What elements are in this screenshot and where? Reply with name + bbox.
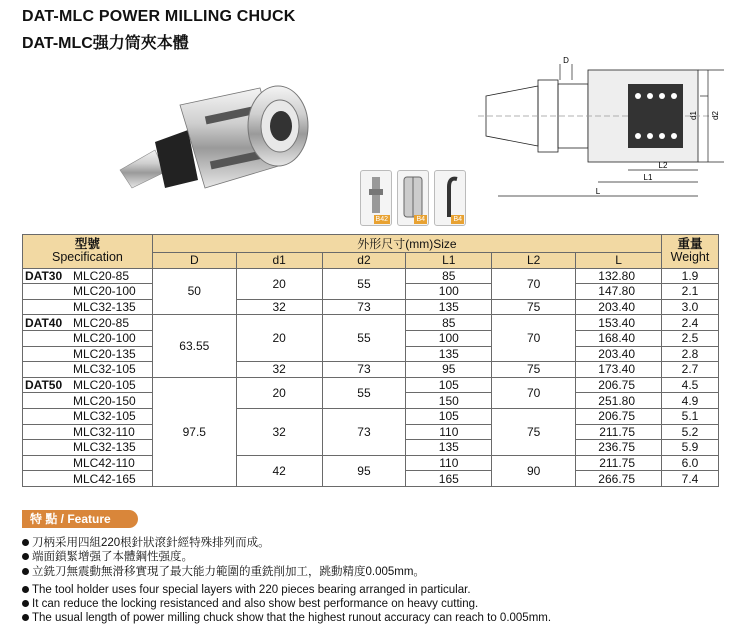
cell-l2: 70 [492, 315, 576, 362]
cell-model [23, 377, 153, 393]
col-d2: d2 [322, 253, 406, 269]
cell-d2: 73 [322, 299, 406, 315]
feature-text: 端面鎖緊增强了本體鋼性强度。 [32, 551, 193, 563]
model-name: MLC20-150 [73, 393, 136, 408]
feature-line [22, 565, 425, 579]
col-d: D [152, 253, 236, 269]
spec-table-body [23, 268, 719, 486]
cell-model [23, 424, 153, 440]
cell-weight: 6.0 [662, 455, 719, 471]
cell-l2: 70 [492, 377, 576, 408]
table-row [23, 315, 719, 331]
cell-l: 206.75 [576, 377, 662, 393]
cell-d2: 55 [322, 268, 406, 299]
bullet-icon [22, 614, 29, 621]
cell-weight: 1.9 [662, 268, 719, 284]
cell-model [23, 299, 153, 315]
cell-model [23, 408, 153, 424]
accessory-hook-wrench [434, 170, 466, 226]
cell-d2: 73 [322, 408, 406, 455]
cell-l: 211.75 [576, 424, 662, 440]
cell-l1: 110 [406, 455, 492, 471]
cell-d2: 95 [322, 455, 406, 486]
cell-l1: 85 [406, 268, 492, 284]
label-d: D [563, 56, 569, 65]
label-d1: d1 [689, 111, 698, 120]
cell-model [23, 393, 153, 409]
cell-d1: 20 [236, 268, 322, 299]
cell-d1: 32 [236, 299, 322, 315]
feature-text: 立銑刀無震動無滑移實現了最大能力範圍的重銑削加工，跳動精度0.005mm。 [32, 566, 425, 578]
cell-l: 173.40 [576, 362, 662, 378]
table-row [23, 377, 719, 393]
model-name: MLC20-135 [73, 346, 136, 361]
cell-d2: 55 [322, 377, 406, 408]
model-name: MLC32-135 [73, 300, 136, 315]
feature-text: It can reduce the locking resistanced and also show best performance on heavy cutting. [32, 598, 479, 610]
bullet-icon [22, 553, 29, 560]
cell-model [23, 268, 153, 284]
cell-model [23, 330, 153, 346]
group-name: DAT50 [25, 378, 63, 393]
cell-model [23, 440, 153, 456]
header-model [23, 235, 153, 269]
group-name: DAT30 [25, 268, 63, 283]
cell-l: 147.80 [576, 284, 662, 300]
table-row [23, 408, 719, 424]
model-name: MLC42-165 [73, 471, 136, 486]
cell-d1: 32 [236, 362, 322, 378]
model-name: MLC20-85 [73, 268, 130, 283]
model-name: MLC20-85 [73, 315, 130, 330]
table-row [23, 268, 719, 284]
cell-d: 97.5 [152, 377, 236, 486]
header-model-cn: 型號 [74, 237, 100, 252]
cell-weight: 5.2 [662, 424, 719, 440]
cell-d2: 55 [322, 315, 406, 362]
cell-model [23, 455, 153, 471]
cell-d1: 42 [236, 455, 322, 486]
cell-l1: 105 [406, 377, 492, 393]
cell-d2: 73 [322, 362, 406, 378]
cell-l2: 90 [492, 455, 576, 486]
feature-tag: 特 點 / Feature [22, 510, 138, 528]
cell-weight: 7.4 [662, 471, 719, 487]
cell-weight: 2.5 [662, 330, 719, 346]
cell-l: 203.40 [576, 299, 662, 315]
cell-l: 206.75 [576, 408, 662, 424]
feature-text: The usual length of power milling chuck show that the highest runout accuracy can reach to 0.005mm. [32, 612, 552, 624]
col-l2: L2 [492, 253, 576, 269]
cell-weight: 4.5 [662, 377, 719, 393]
cell-model [23, 284, 153, 300]
cell-weight: 2.1 [662, 284, 719, 300]
cell-l1: 85 [406, 315, 492, 331]
cell-l: 168.40 [576, 330, 662, 346]
cell-weight: 4.9 [662, 393, 719, 409]
header-dims: 外形尺寸(mm)Size [152, 235, 661, 253]
cell-model [23, 362, 153, 378]
cell-model [23, 315, 153, 331]
cell-l2: 75 [492, 299, 576, 315]
cell-weight: 3.0 [662, 299, 719, 315]
feature-text: 刀柄采用四組220根針狀滾針經特殊排列而成。 [32, 537, 270, 549]
cell-model [23, 346, 153, 362]
cell-l: 251.80 [576, 393, 662, 409]
cell-l1: 135 [406, 440, 492, 456]
accessory-tag: B4 [416, 216, 425, 223]
cell-l1: 95 [406, 362, 492, 378]
cell-d1: 32 [236, 408, 322, 455]
cell-l: 266.75 [576, 471, 662, 487]
cell-d1: 20 [236, 377, 322, 408]
label-l1: L1 [643, 173, 653, 182]
model-name: MLC32-110 [73, 424, 135, 439]
cell-weight: 2.8 [662, 346, 719, 362]
bullet-icon [22, 600, 29, 607]
cell-l1: 100 [406, 330, 492, 346]
cell-l1: 100 [406, 284, 492, 300]
cell-l1: 110 [406, 424, 492, 440]
cell-l: 203.40 [576, 346, 662, 362]
cell-model [23, 471, 153, 487]
header-weight-en: Weight [670, 250, 710, 265]
cell-l2: 75 [492, 408, 576, 455]
cell-l: 132.80 [576, 268, 662, 284]
feature-line [22, 611, 551, 625]
cell-weight: 5.1 [662, 408, 719, 424]
accessory-tag: B42 [375, 216, 388, 223]
table-row [23, 299, 719, 315]
header-model-en: Specification [51, 250, 123, 265]
header-weight-cn: 重量 [677, 237, 703, 252]
feature-line [22, 597, 478, 611]
accessory-tag: B4 [453, 216, 462, 223]
cell-d: 63.55 [152, 315, 236, 377]
cell-l1: 150 [406, 393, 492, 409]
feature-line [22, 536, 270, 550]
page-title-en: DAT-MLC POWER MILLING CHUCK [22, 8, 296, 25]
model-name: MLC20-100 [73, 284, 136, 299]
product-photo [110, 70, 350, 200]
page-title-cn: DAT-MLC强力筒夾本體 [22, 35, 189, 52]
cell-l: 236.75 [576, 440, 662, 456]
col-l1: L1 [406, 253, 492, 269]
cell-l2: 75 [492, 362, 576, 378]
cell-l1: 135 [406, 299, 492, 315]
cell-weight: 2.4 [662, 315, 719, 331]
col-d1: d1 [236, 253, 322, 269]
header-weight [662, 235, 719, 269]
cell-l1: 135 [406, 346, 492, 362]
table-row [23, 455, 719, 471]
cell-weight: 5.9 [662, 440, 719, 456]
cell-l: 153.40 [576, 315, 662, 331]
dimension-drawing [478, 56, 728, 206]
col-l: L [576, 253, 662, 269]
label-l2: L2 [658, 161, 668, 170]
accessory-collet-sleeve [397, 170, 429, 226]
model-name: MLC32-135 [73, 440, 136, 455]
cell-l1: 105 [406, 408, 492, 424]
cell-l: 211.75 [576, 455, 662, 471]
spec-table [22, 234, 719, 487]
accessory-pull-stud [360, 170, 392, 226]
cell-l1: 165 [406, 471, 492, 487]
model-name: MLC20-100 [73, 331, 136, 346]
model-name: MLC32-105 [73, 362, 136, 377]
model-name: MLC20-105 [73, 378, 136, 393]
cell-d1: 20 [236, 315, 322, 362]
group-name: DAT40 [25, 315, 63, 330]
model-name: MLC32-105 [73, 409, 136, 424]
feature-line [22, 583, 471, 597]
cell-l2: 70 [492, 268, 576, 299]
feature-text: The tool holder uses four special layers with 220 pieces bearing arranged in particular. [32, 584, 471, 596]
feature-line [22, 550, 193, 564]
cell-weight: 2.7 [662, 362, 719, 378]
cell-d: 50 [152, 268, 236, 315]
bullet-icon [22, 568, 29, 575]
label-l: L [595, 187, 601, 196]
bullet-icon [22, 586, 29, 593]
label-d2: d2 [711, 111, 720, 120]
model-name: MLC42-110 [73, 456, 135, 471]
bullet-icon [22, 539, 29, 546]
table-row [23, 362, 719, 378]
